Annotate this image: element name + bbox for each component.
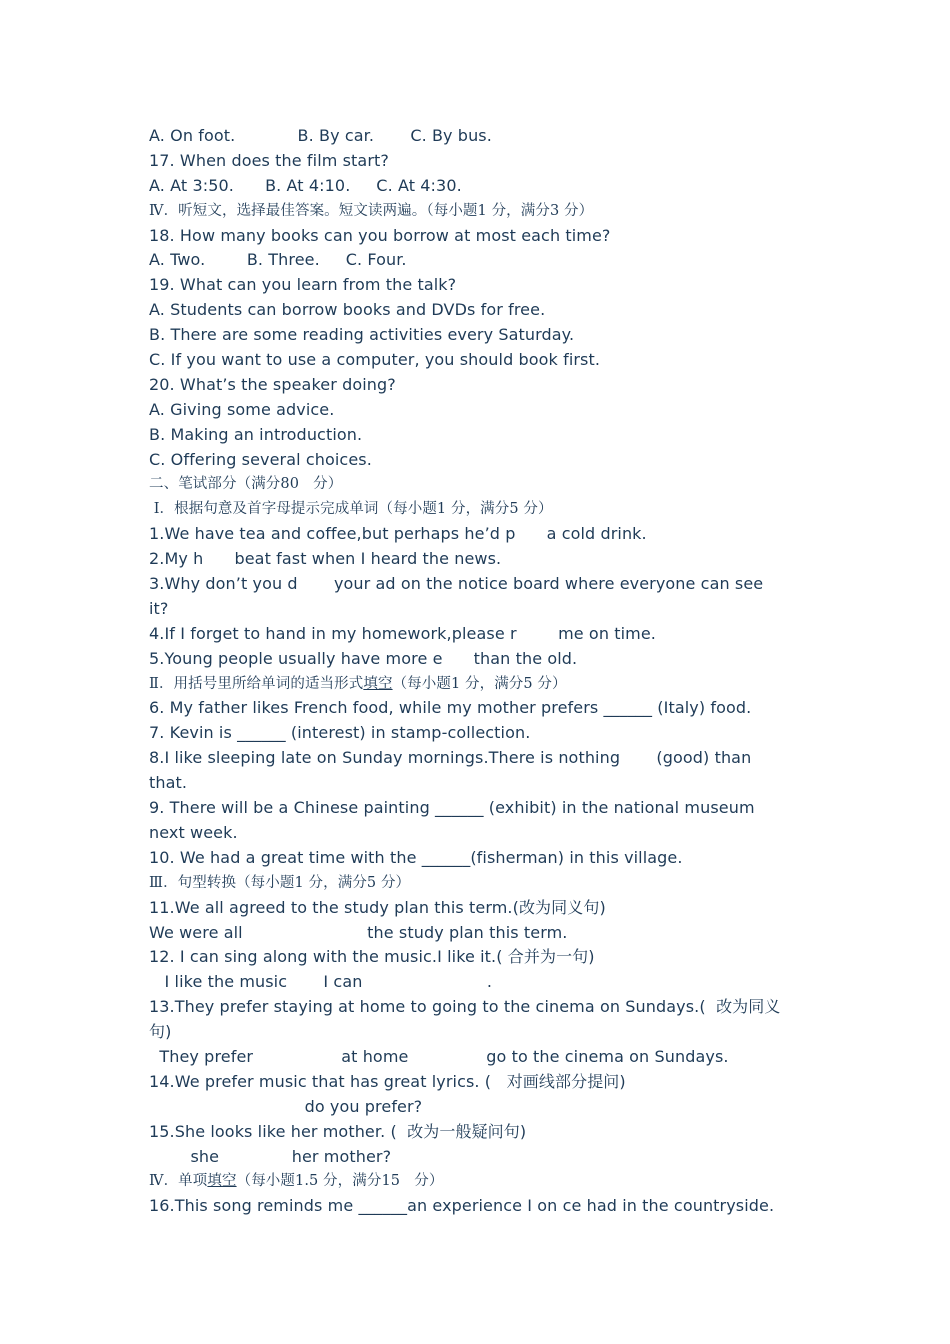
- option-line: C. Offering several choices.: [149, 449, 372, 469]
- question-4: 4.If I forget to hand in my homework,please r me on time.: [149, 623, 656, 643]
- option-line: C. If you want to use a computer, you should book first.: [149, 350, 601, 370]
- question-16: 16.This song reminds me ______an experience I on ce had in the countryside.: [149, 1196, 775, 1216]
- question-20: 20. What’s the speaker doing?: [149, 374, 396, 394]
- question-12-answer-line: I like the music I can .: [149, 972, 493, 992]
- question-12: 12. I can sing along with the music.I like it.( 合并为一句): [149, 947, 595, 967]
- question-19: 19. What can you learn from the talk?: [149, 275, 457, 295]
- option-line: B. There are some reading activities every Saturday.: [149, 325, 575, 345]
- question-9-continued: next week.: [149, 822, 238, 842]
- question-3: 3.Why don’t you d your ad on the notice board where everyone can see: [149, 574, 764, 594]
- option-line: A. Two. B. Three. C. Four.: [149, 250, 407, 270]
- question-2: 2.My h beat fast when I heard the news.: [149, 549, 502, 569]
- question-14: 14.We prefer music that has great lyrics. ( 对画线部分提问): [149, 1071, 626, 1091]
- question-7: 7. Kevin is ______ (interest) in stamp-collection.: [149, 723, 531, 743]
- option-line: B. Making an introduction.: [149, 424, 363, 444]
- question-13: 13.They prefer staying at home to going to the cinema on Sundays.( 改为同义: [149, 997, 781, 1017]
- question-10: 10. We had a great time with the ______(fisherman) in this village.: [149, 847, 683, 867]
- section-heading-listening-4: Ⅳ．听短文，选择最佳答案。短文读两遍。（每小题1 分，满分3 分）: [149, 202, 594, 219]
- question-13-continued: 句): [149, 1022, 172, 1042]
- question-17: 17. When does the film start?: [149, 150, 389, 170]
- question-15-answer-line: she her mother?: [149, 1146, 392, 1166]
- section-heading-3: Ⅲ．句型转换（每小题1 分，满分5 分）: [149, 874, 411, 891]
- section-heading-4: Ⅳ．单项填空（每小题1.5 分，满分15 分）: [149, 1173, 444, 1190]
- question-3-continued: it?: [149, 598, 169, 618]
- section-heading-2: Ⅱ．用括号里所给单词的适当形式填空（每小题1 分，满分5 分）: [149, 675, 567, 692]
- question-6: 6. My father likes French food, while my mother prefers ______ (Italy) food.: [149, 698, 752, 718]
- option-line: A. On foot. B. By car. C. By bus.: [149, 126, 492, 145]
- option-line: A. At 3:50. B. At 4:10. C. At 4:30.: [149, 175, 462, 195]
- question-13-answer-line: They prefer at home go to the cinema on Sundays.: [149, 1046, 729, 1066]
- question-8-continued: that.: [149, 773, 188, 793]
- question-11-answer-line: We were all the study plan this term.: [149, 922, 568, 942]
- option-line: A. Giving some advice.: [149, 399, 335, 419]
- part-heading-written: 二、笔试部分（满分80 分）: [149, 476, 343, 493]
- question-14-answer-line: do you prefer?: [149, 1096, 423, 1116]
- option-line: A. Students can borrow books and DVDs for free.: [149, 300, 546, 320]
- section-heading-1: Ⅰ．根据句意及首字母提示完成单词（每小题1 分，满分5 分）: [149, 501, 553, 518]
- question-8: 8.I like sleeping late on Sunday mornings.There is nothing (good) than: [149, 748, 752, 768]
- question-9: 9. There will be a Chinese painting ______ (exhibit) in the national museum: [149, 798, 755, 818]
- question-5: 5.Young people usually have more e than the old.: [149, 648, 578, 668]
- question-15: 15.She looks like her mother. ( 改为一般疑问句): [149, 1121, 527, 1141]
- document-body: [149, 124, 809, 1219]
- question-18: 18. How many books can you borrow at most each time?: [149, 225, 611, 245]
- question-1: 1.We have tea and coffee,but perhaps he’d p a cold drink.: [149, 524, 647, 544]
- question-11: 11.We all agreed to the study plan this term.(改为同义句): [149, 897, 606, 917]
